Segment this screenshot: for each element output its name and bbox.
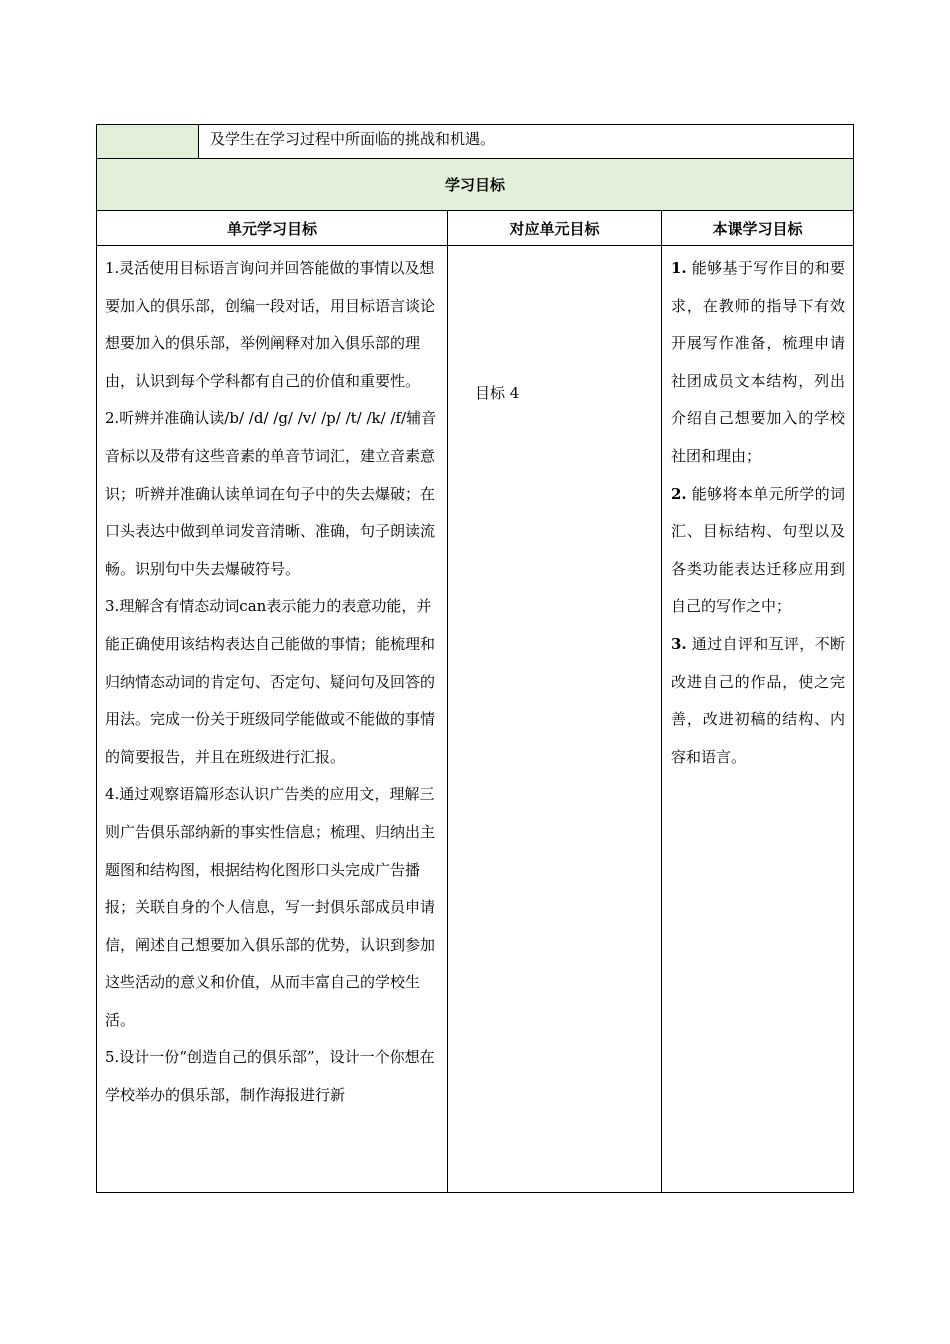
column-headers xyxy=(96,211,854,246)
lesson-goal-text: 能够将本单元所学的词汇、目标结构、句型以及各类功能表达迁移应用到自己的写作之中； xyxy=(671,484,845,616)
mapped-goal-cell xyxy=(448,246,662,1192)
unit-goal-item: 4.通过观察语篇形态认识广告类的应用文，理解三则广告俱乐部纳新的事实性信息；梳理、归纳出主题图和结构图，根据结构化图形口头完成广告播报；关联自身的个人信息，写一封俱乐部成员申请信，阐述自己想要加入俱乐部的优势，认识到参加这些活动的意义和价值，从而丰富自己的学校生活。 xyxy=(105,785,436,1029)
column-header-lesson: 本课学习目标 xyxy=(712,219,803,238)
continued-row xyxy=(96,124,854,159)
lesson-goal-text: 能够基于写作目的和要求，在教师的指导下有效开展写作准备，梳理申请社团成员文本结构，列出介绍自己想要加入的学校社团和理由； xyxy=(671,259,845,465)
continued-row-label-cell xyxy=(97,125,199,158)
lesson-goal-text: 通过自评和互评，不断改进自己的作品，使之完善，改进初稿的结构、内容和语言。 xyxy=(671,634,845,766)
unit-goal-item: 2.听辨并准确认读/b/ /d/ /g/ /v/ /p/ /t/ /k/ /f/辅音音标以及带有这些音素的单音节词汇，建立音素意识；听辨并准确认读单词在句子中的失去爆破；在口头表达中做到单词发音清晰、准确，句子朗读流畅。识别句中失去爆破符号。 xyxy=(105,409,437,578)
lesson-goal-number: 3. xyxy=(671,634,687,653)
unit-goal-item: 5.设计一份“创造自己的俱乐部”，设计一个你想在学校举办的俱乐部，制作海报进行新 xyxy=(105,1048,435,1105)
learning-goals-table xyxy=(96,124,854,1193)
lesson-goal-item xyxy=(671,476,845,626)
lesson-goals-cell xyxy=(662,246,853,1192)
lesson-goal-item xyxy=(671,626,845,776)
lesson-goal-number: 1. xyxy=(671,259,687,277)
column-header-mapped: 对应单元目标 xyxy=(448,211,662,245)
unit-goals-cell xyxy=(97,246,448,1192)
continued-row-text: 及学生在学习过程中所面临的挑战和机遇。 xyxy=(210,130,496,148)
section-title: 学习目标 xyxy=(96,159,854,211)
column-header-unit: 单元学习目标 xyxy=(97,211,448,245)
goals-row xyxy=(96,246,854,1193)
unit-goal-item: 3.理解含有情态动词can表示能力的表意功能，并能正确使用该结构表达自己能做的事情；能梳理和归纳情态动词的肯定句、否定句、疑问句及回答的用法。完成一份关于班级同学能做或不能做的事情的简要报告，并且在班级进行汇报。 xyxy=(105,597,436,766)
unit-goal-item: 1.灵活使用目标语言询问并回答能做的事情以及想要加入的俱乐部，创编一段对话，用目标语言谈论想要加入的俱乐部，举例阐释对加入俱乐部的理由，认识到每个学科都有自己的价值和重要性。 xyxy=(105,259,436,390)
mapped-goal-text: 目标 4 xyxy=(475,384,520,402)
lesson-goal-item xyxy=(671,250,845,476)
lesson-goal-number: 2. xyxy=(671,484,687,503)
